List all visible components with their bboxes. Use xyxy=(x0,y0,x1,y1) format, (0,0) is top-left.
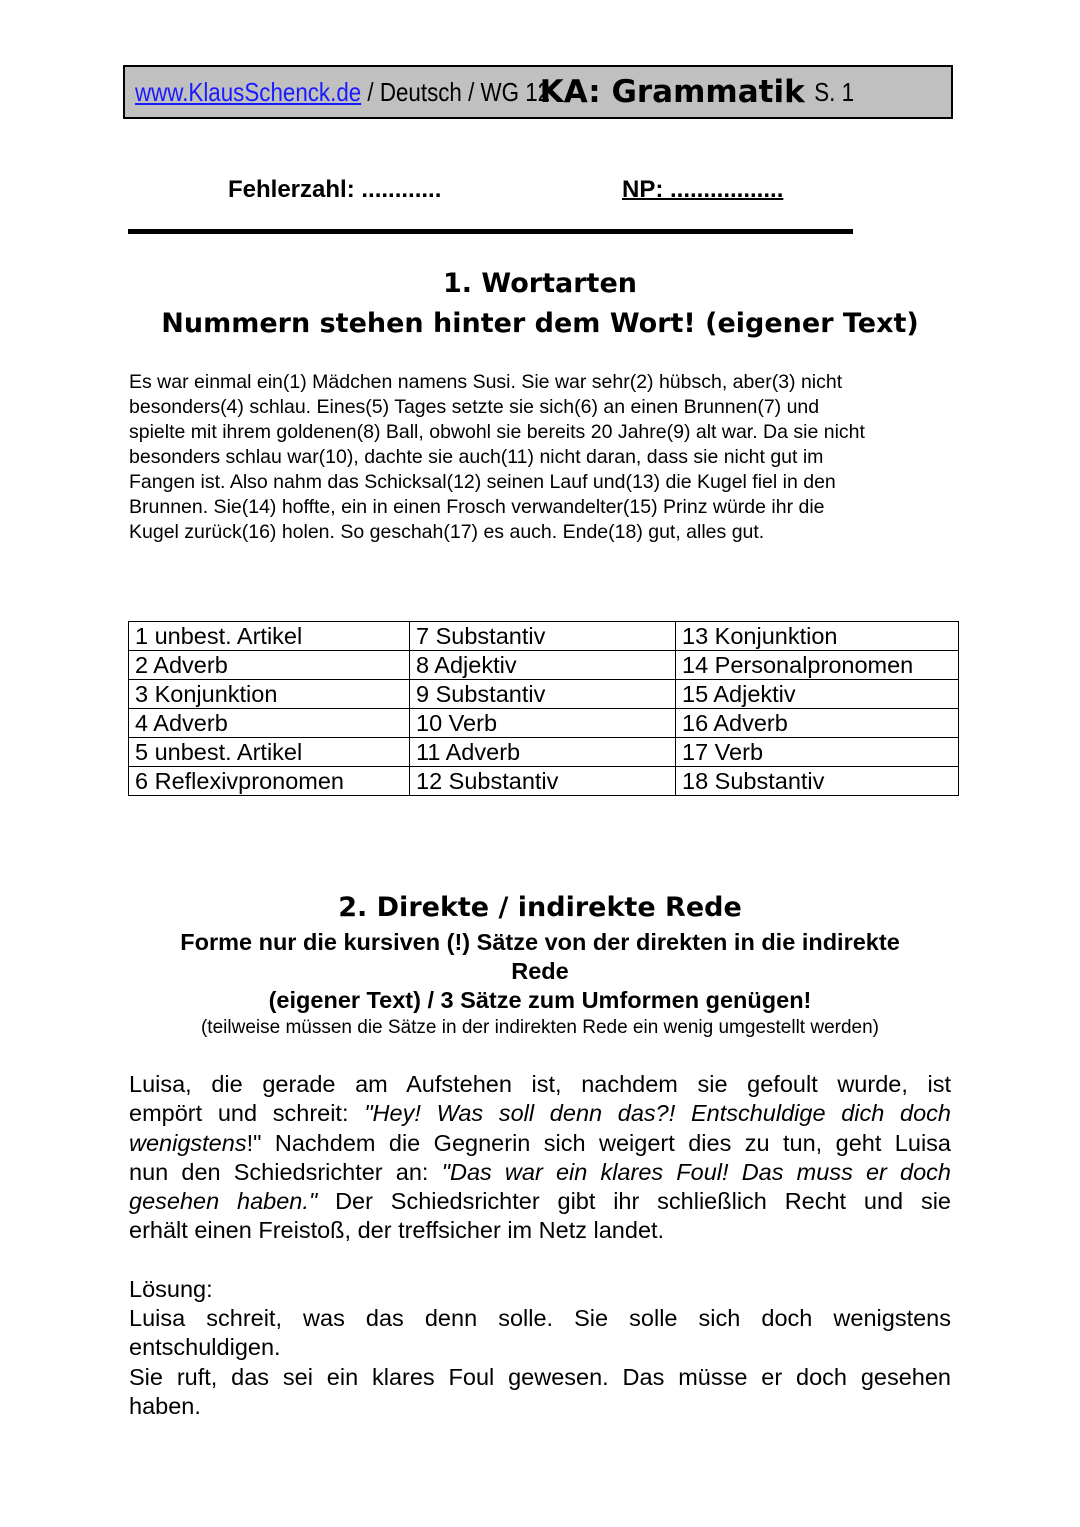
table-cell: 14 Personalpronomen xyxy=(676,651,959,680)
page-number: S. 1 xyxy=(813,76,854,107)
text-line: spielte mit ihrem goldenen(8) Ball, obwohl sie bereits 20 Jahre(9) alt war. Da sie nicht xyxy=(129,421,865,443)
section1-text xyxy=(129,370,865,545)
table-cell: 5 unbest. Artikel xyxy=(129,738,410,767)
text-segment: Luisa, die gerade am Aufstehen ist, nachdem sie gefoult wurde, ist xyxy=(129,1071,951,1097)
text-line xyxy=(129,1158,951,1187)
fehlerzahl-field: Fehlerzahl: ............ xyxy=(228,176,442,203)
italic-quote: gesehen haben." xyxy=(129,1188,318,1215)
text-line xyxy=(129,1070,951,1099)
table-cell: 1 unbest. Artikel xyxy=(129,622,410,651)
section1-title: 1. Wortarten xyxy=(442,268,637,299)
table-cell: 12 Substantiv xyxy=(410,767,676,796)
header-left xyxy=(135,77,550,108)
section2-title: 2. Direkte / indirekte Rede xyxy=(338,892,742,923)
table-cell: 15 Adjektiv xyxy=(676,680,959,709)
table-cell: 8 Adjektiv xyxy=(410,651,676,680)
table-cell: 10 Verb xyxy=(410,709,676,738)
answer-table xyxy=(128,621,959,796)
solution-text xyxy=(129,1304,951,1421)
italic-quote: wenigstens xyxy=(129,1129,247,1156)
text-line: Es war einmal ein(1) Mädchen namens Susi. Sie war sehr(2) hübsch, aber(3) nicht xyxy=(129,371,843,393)
instruction-line: Forme nur die kursiven (!) Sätze von der direkten in die indirekte xyxy=(180,929,900,955)
table-row xyxy=(129,709,959,738)
solution-line: Luisa schreit, was das denn solle. Sie solle sich doch wenigstens xyxy=(129,1305,951,1331)
text-line: besonders schlau war(10), dachte sie auch(11) nicht daran, dass sie nicht gut im xyxy=(129,446,824,468)
np-field: NP: ................. xyxy=(622,176,784,203)
header-title: KA: Grammatik xyxy=(539,74,805,110)
table-cell: 9 Substantiv xyxy=(410,680,676,709)
divider xyxy=(128,229,853,234)
text-segment: nun den Schiedsrichter an: xyxy=(129,1158,442,1185)
text-line xyxy=(129,1187,951,1216)
text-line: Fangen ist. Also nahm das Schicksal(12) seinen Lauf und(13) die Kugel fiel in den xyxy=(129,471,836,493)
text-segment: Der Schiedsrichter gibt ihr schließlich Recht und sie xyxy=(317,1188,951,1215)
table-row xyxy=(129,622,959,651)
text-line: Kugel zurück(16) holen. So geschah(17) es auch. Ende(18) gut, alles gut. xyxy=(129,521,765,543)
table-cell: 13 Konjunktion xyxy=(676,622,959,651)
table-cell: 17 Verb xyxy=(676,738,959,767)
table-row xyxy=(129,651,959,680)
table-cell: 3 Konjunktion xyxy=(129,680,410,709)
table-cell: 2 Adverb xyxy=(129,651,410,680)
text-line: besonders(4) schlau. Eines(5) Tages setzte sie sich(6) an einen Brunnen(7) und xyxy=(129,396,820,418)
header-bar xyxy=(123,65,953,119)
instruction-note: (teilweise müssen die Sätze in der indirekten Rede ein wenig umgestellt werden) xyxy=(200,1017,880,1038)
table-cell: 11 Adverb xyxy=(410,738,676,767)
table-row xyxy=(129,767,959,796)
website-link[interactable]: www.KlausSchenck.de xyxy=(135,76,362,107)
solution-line: Sie ruft, das sei ein klares Foul gewesen. Das müsse er doch gesehen xyxy=(129,1363,951,1390)
text-line: Brunnen. Sie(14) hoffte, ein in einen Frosch verwandelter(15) Prinz würde ihr die xyxy=(129,496,825,518)
text-line xyxy=(129,1216,951,1245)
table-cell: 7 Substantiv xyxy=(410,622,676,651)
section1-subtitle: Nummern stehen hinter dem Wort! (eigener Text) xyxy=(161,308,919,339)
table-cell: 4 Adverb xyxy=(129,709,410,738)
instruction-line: (eigener Text) / 3 Sätze zum Umformen genügen! xyxy=(268,987,812,1013)
solution-line: entschuldigen. xyxy=(129,1334,281,1361)
text-segment: erhält einen Freistoß, der treffsicher im Netz landet. xyxy=(129,1217,665,1244)
table-row xyxy=(129,680,959,709)
table-row xyxy=(129,738,959,767)
solution-line: haben. xyxy=(129,1392,201,1419)
text-line xyxy=(129,1129,951,1158)
solution-label: Lösung: xyxy=(129,1276,213,1302)
text-segment: !" Nachdem die Gegnerin sich weigert dies zu tun, geht Luisa xyxy=(246,1129,951,1156)
section2-text xyxy=(129,1070,951,1246)
text-line xyxy=(129,1099,951,1128)
table-cell: 16 Adverb xyxy=(676,709,959,738)
italic-quote: "Das war ein klares Foul! Das muss er doch xyxy=(441,1158,951,1185)
instruction-line: Rede xyxy=(511,958,569,984)
table-cell: 6 Reflexivpronomen xyxy=(129,767,410,796)
header-path: / Deutsch / WG 12 xyxy=(361,76,551,107)
text-segment: empört und schreit: xyxy=(129,1100,365,1127)
table-cell: 18 Substantiv xyxy=(676,767,959,796)
italic-quote: "Hey! Was soll denn das?! Entschuldige dich doch xyxy=(364,1100,951,1127)
